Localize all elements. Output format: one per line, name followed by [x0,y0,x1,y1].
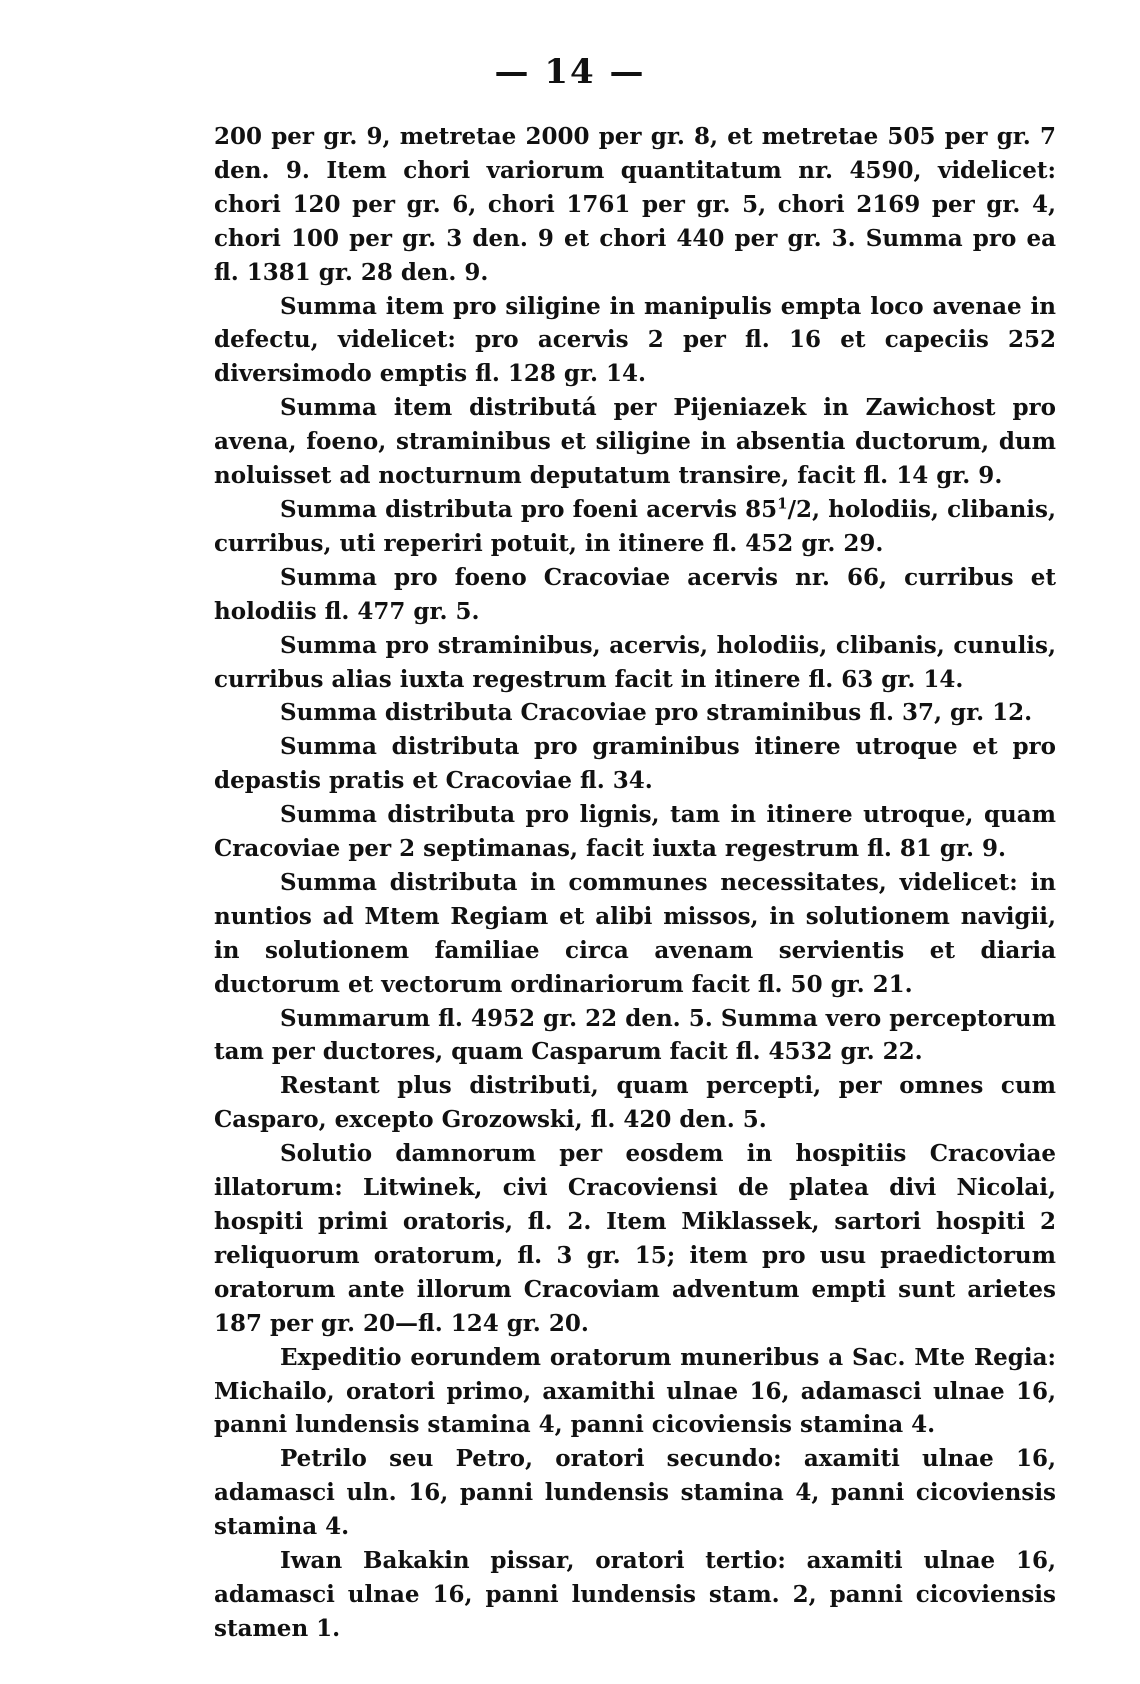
paragraph-lignis: Summa distributa pro lignis, tam in itinere utroque, quam Cracoviae per 2 septimanas, facit iuxta regestrum fl. 81 gr. 9. [214,801,1056,863]
paragraph-straminibus: Summa pro straminibus, acervis, holodiis, clibanis, cunulis, curribus alias iuxta regestrum facit in itinere fl. 63 gr. 14. [214,631,1056,693]
paragraph-summarum: Summarum fl. 4952 gr. 22 den. 5. Summa vero perceptorum tam per ductores, quam Casparum facit fl. 4532 gr. 22. [214,1004,1056,1066]
paragraph-foeno-cracoviae: Summa pro foeno Cracoviae acervis nr. 66, curribus et holodiis fl. 477 gr. 5. [214,563,1056,625]
paragraph-petrilo: Petrilo seu Petro, oratori secundo: axamiti ulnae 16, adamasci uln. 16, panni lundensis stamina 4, panni cicoviensis stamina 4. [214,1445,1056,1541]
paragraph-continuation: 200 per gr. 9, metretae 2000 per gr. 8, et metretae 505 per gr. 7 den. 9. Item chori variorum quantitatum nr. 4590, videlicet: chori 120 per gr. 6, chori 1761 per gr. 5, chori 2169 per gr. 4, chori 100 per gr. 3 den. 9 et chori 440 per gr. 3. Summa pro ea fl. 1381 gr. 28 den. 9. [214,123,1056,286]
paragraph-siligine: Summa item pro siligine in manipulis empta loco avenae in defectu, videlicet: pro acervis 2 per fl. 16 et capeciis 252 diversimodo emptis fl. 128 gr. 14. [214,292,1056,388]
paragraph-text-start: Summa distributa pro foeni acervis 85 [280,495,778,523]
paragraph-iwan-bakakin: Iwan Bakakin pissar, oratori tertio: axamiti ulnae 16, adamasci ulnae 16, panni lundensis stam. 2, panni cicoviensis stamen 1. [214,1547,1056,1642]
paragraph-expeditio: Expeditio eorundem oratorum muneribus a Sac. Mte Regia: Michailo, oratori primo, axamithi ulnae 16, adamasci ulnae 16, panni lundensis stamina 4, panni cicoviensis stamina 4. [214,1343,1056,1439]
paragraph-pijeniazek: Summa item distributá per Pijeniazek in Zawichost pro avena, foeno, straminibus et siligine in absentia ductorum, dum noluisset ad nocturnum deputatum transire, facit fl. 14 gr. 9. [214,394,1056,490]
paragraph-foeni-acervis [214,493,1056,561]
page-number: — 14 — [494,52,646,92]
paragraph-straminibus-cracoviae: Summa distributa Cracoviae pro straminibus fl. 37, gr. 12. [280,699,1033,727]
paragraph-graminibus: Summa distributa pro graminibus itinere utroque et pro depastis pratis et Cracoviae fl. 34. [214,733,1056,795]
page-body [214,120,1056,1646]
paragraph-text-end: /2, holodiis, clibanis, curribus, uti reperiri potuit, in itinere fl. 452 gr. 29. [214,495,1056,557]
paragraph-restant: Restant plus distributi, quam percepti, per omnes cum Casparo, excepto Grozowski, fl. 420 den. 5. [214,1072,1056,1134]
paragraph-necessitates: Summa distributa in communes necessitates, videlicet: in nuntios ad Mtem Regiam et alibi missos, in solutionem navigii, in solutionem familiae circa avenam servientis et diaria ductorum et vectorum ordinariorum facit fl. 50 gr. 21. [214,868,1056,998]
paragraph-solutio-damnorum: Solutio damnorum per eosdem in hospitiis Cracoviae illatorum: Litwinek, civi Cracoviensi de platea divi Nicolai, hospiti primi oratoris, fl. 2. Item Miklassek, sartori hospiti 2 reliquorum oratorum, fl. 3 gr. 15; item pro usu praedictorum oratorum ante illorum Cracoviam adventum empti sunt arietes 187 per gr. 20—fl. 124 gr. 20. [214,1140,1056,1337]
fraction-superscript: 1 [777,494,788,513]
